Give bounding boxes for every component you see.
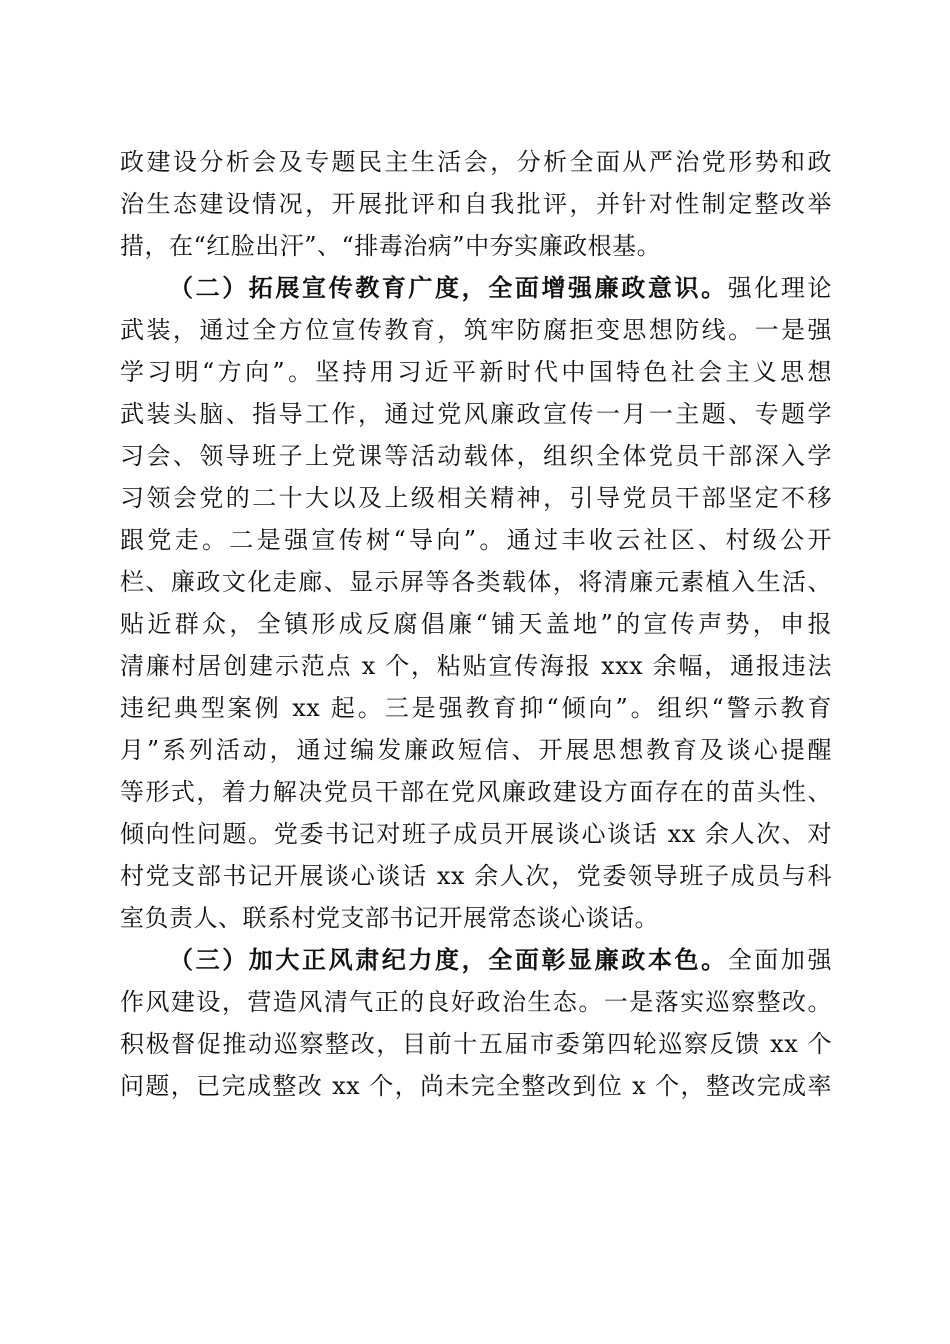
heading-line-rest: 全面加强: [727, 946, 832, 974]
paragraph-line: 月”系列活动，通过编发廉政短信、开展思想教育及谈心提醒: [120, 736, 832, 764]
paragraph-line: 积极督促推动巡察整改，目前十五届市委第四轮巡察反馈 xx 个: [120, 1030, 832, 1058]
paragraph-line: 习会、领导班子上党课等活动载体，组织全体党员干部深入学: [120, 442, 832, 470]
paragraph-line: 等形式，着力解决党员干部在党风廉政建设方面存在的苗头性、: [120, 778, 832, 806]
paragraph-line: 跟党走。二是强宣传树“导向”。通过丰收云社区、村级公开: [120, 526, 832, 554]
paragraph-line: 作风建设，营造风清气正的良好政治生态。一是落实巡察整改。: [120, 988, 832, 1016]
paragraph-line: 政建设分析会及专题民主生活会，分析全面从严治党形势和政: [120, 148, 832, 176]
paragraph-line: 栏、廉政文化走廊、显示屏等各类载体，将清廉元素植入生活、: [120, 568, 832, 596]
paragraph-line: 贴近群众，全镇形成反腐倡廉“铺天盖地”的宣传声势，申报: [120, 610, 832, 638]
paragraph-line: 武装，通过全方位宣传教育，筑牢防腐拒变思想防线。一是强: [120, 316, 832, 344]
paragraph-line: 问题，已完成整改 xx 个，尚未完全整改到位 x 个，整改完成率: [120, 1072, 832, 1100]
section-heading-line: [169, 269, 832, 307]
heading-line-rest: 强化理论: [727, 274, 832, 302]
paragraph-line: 武装头脑、指导工作，通过党风廉政宣传一月一主题、专题学: [120, 400, 832, 428]
section-heading-line: [169, 941, 832, 979]
paragraph-line: 倾向性问题。党委书记对班子成员开展谈心谈话 xx 余人次、对: [120, 820, 832, 848]
paragraph-line: 室负责人、联系村党支部书记开展常态谈心谈话。: [120, 904, 659, 932]
paragraph-line: 村党支部书记开展谈心谈话 xx 余人次，党委领导班子成员与科: [120, 862, 832, 890]
paragraph-line: 措，在“红脸出汗”、“排毒治病”中夯实廉政根基。: [120, 232, 662, 260]
paragraph-line: 违纪典型案例 xx 起。三是强教育抑“倾向”。组织“警示教育: [120, 694, 832, 722]
section-heading: （二）拓展宣传教育广度，全面增强廉政意识。: [169, 273, 728, 302]
paragraph-line: 习领会党的二十大以及上级相关精神，引导党员干部坚定不移: [120, 484, 832, 512]
paragraph-line: 治生态建设情况，开展批评和自我批评，并针对性制定整改举: [120, 190, 832, 218]
section-heading: （三）加大正风肃纪力度，全面彰显廉政本色。: [169, 945, 728, 974]
paragraph-line: 清廉村居创建示范点 x 个，粘贴宣传海报 xxx 余幅，通报违法: [120, 652, 832, 680]
paragraph-line: 学习明“方向”。坚持用习近平新时代中国特色社会主义思想: [120, 358, 832, 386]
